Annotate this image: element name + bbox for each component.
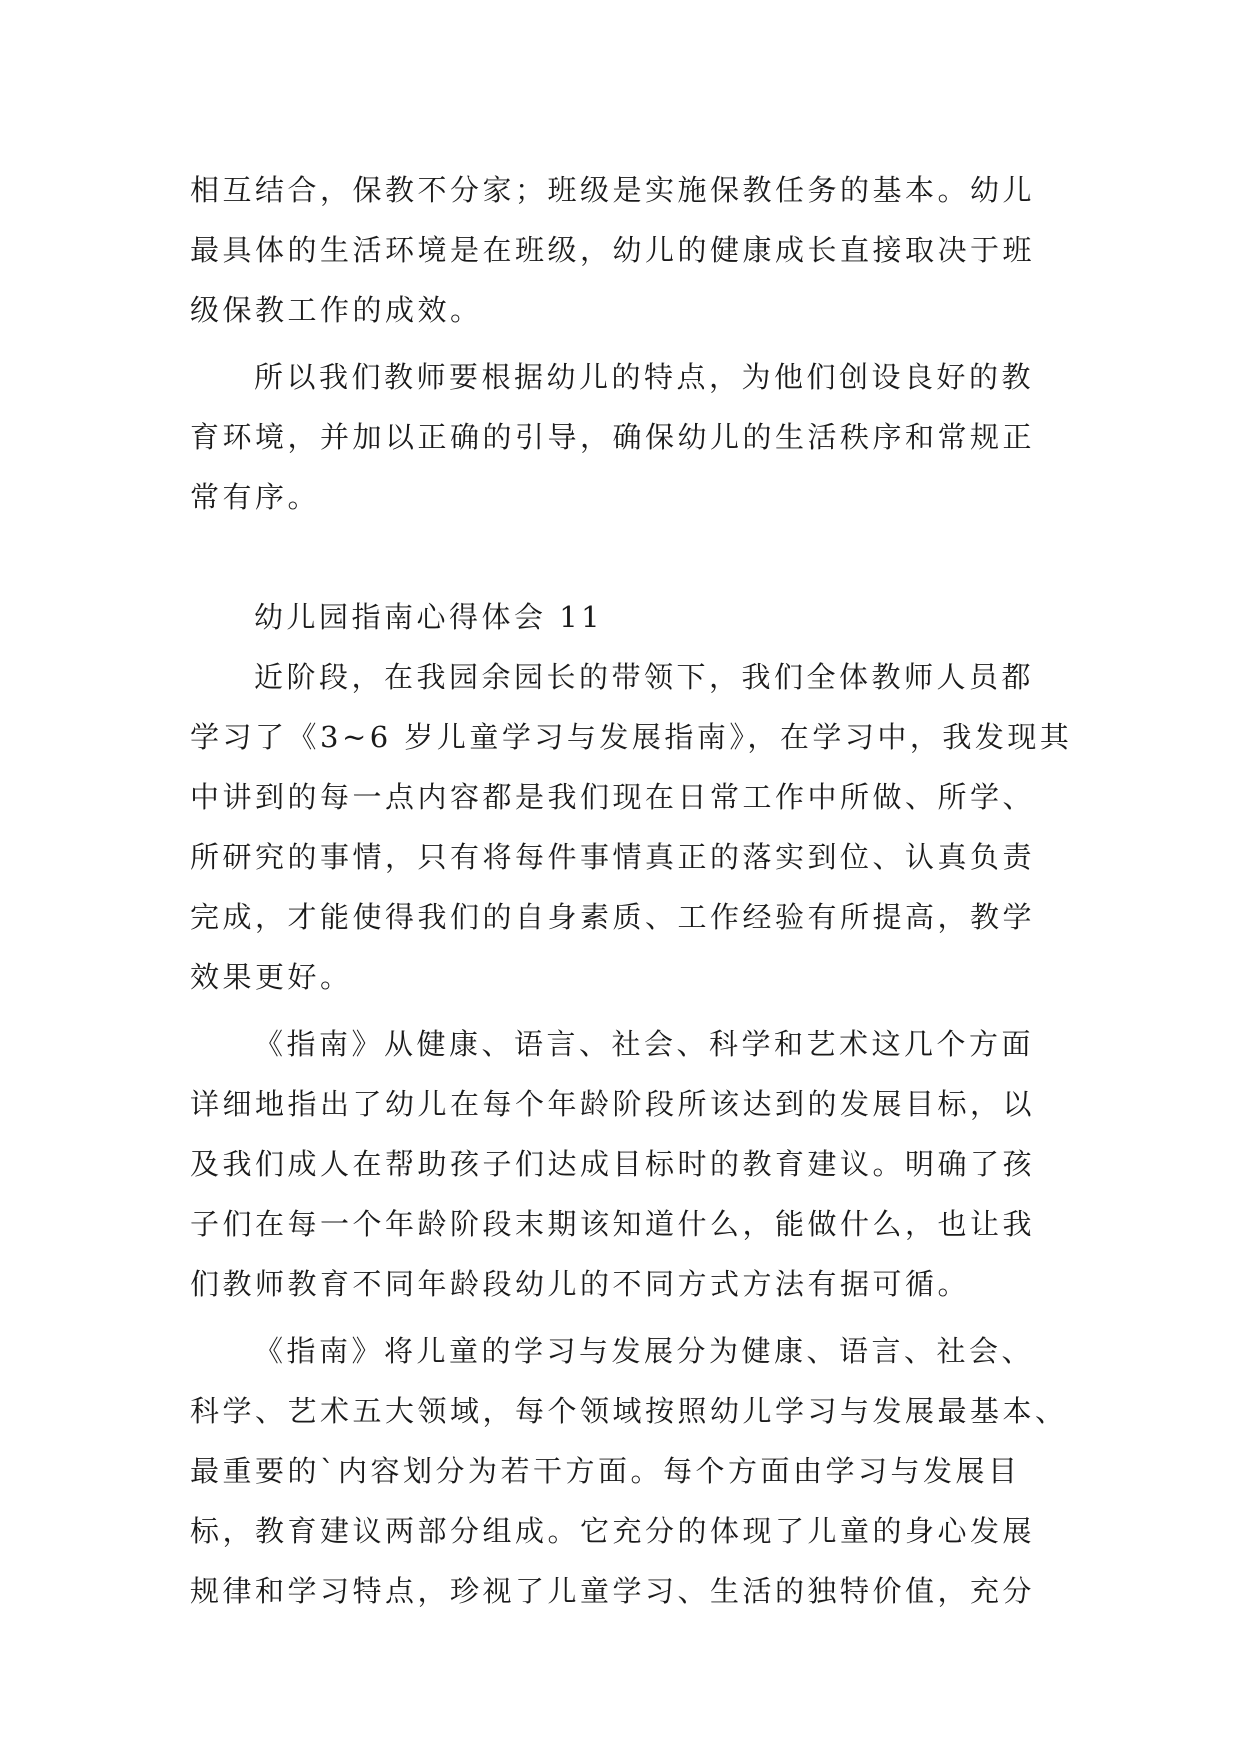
text-line: 们教师教育不同年龄段幼儿的不同方式方法有据可循。	[190, 1267, 971, 1301]
text-line: 标，教育建议两部分组成。它充分的体现了儿童的身心发展	[190, 1514, 1036, 1548]
text-line: 科学、艺术五大领域，每个领域按照幼儿学习与发展最基本、	[190, 1394, 1068, 1428]
paragraph-2	[190, 347, 1070, 527]
text-line: 详细地指出了幼儿在每个年龄阶段所该达到的发展目标，以	[190, 1087, 1036, 1121]
text-line: 《指南》将儿童的学习与发展分为健康、语言、社会、	[254, 1334, 1035, 1368]
text-line: 效果更好。	[190, 960, 353, 994]
text-line: 《指南》从健康、语言、社会、科学和艺术这几个方面	[254, 1027, 1035, 1061]
text-line: 规律和学习特点，珍视了儿童学习、生活的独特价值，充分	[190, 1574, 1036, 1608]
paragraph-5	[190, 1321, 1070, 1621]
document-body	[190, 160, 1073, 1621]
text-line: 级保教工作的成效。	[190, 293, 483, 327]
paragraph-3	[190, 647, 1073, 1007]
paragraph-1	[190, 160, 1070, 340]
section-heading: 幼儿园指南心得体会 11	[254, 600, 604, 634]
text-line: 育环境，并加以正确的引导，确保幼儿的生活秩序和常规正	[190, 420, 1036, 454]
text-line: 所以我们教师要根据幼儿的特点，为他们创设良好的教	[254, 360, 1035, 394]
text-line: 中讲到的每一点内容都是我们现在日常工作中所做、所学、	[190, 780, 1036, 814]
paragraph-4	[190, 1014, 1070, 1314]
text-line: 最重要的`内容划分为若干方面。每个方面由学习与发展目	[190, 1454, 1021, 1488]
text-line: 最具体的生活环境是在班级，幼儿的健康成长直接取决于班	[190, 233, 1036, 267]
text-line: 近阶段，在我园余园长的带领下，我们全体教师人员都	[254, 660, 1035, 694]
text-line: 完成，才能使得我们的自身素质、工作经验有所提高，教学	[190, 900, 1036, 934]
text-line: 所研究的事情，只有将每件事情真正的落实到位、认真负责	[190, 840, 1036, 874]
text-line: 常有序。	[190, 480, 321, 514]
text-line: 相互结合，保教不分家；班级是实施保教任务的基本。幼儿	[190, 173, 1036, 207]
text-line: 及我们成人在帮助孩子们达成目标时的教育建议。明确了孩	[190, 1147, 1036, 1181]
text-line: 学习了《3~6 岁儿童学习与发展指南》，在学习中，我发现其	[190, 720, 1073, 754]
text-line: 子们在每一个年龄阶段末期该知道什么，能做什么，也让我	[190, 1207, 1036, 1241]
